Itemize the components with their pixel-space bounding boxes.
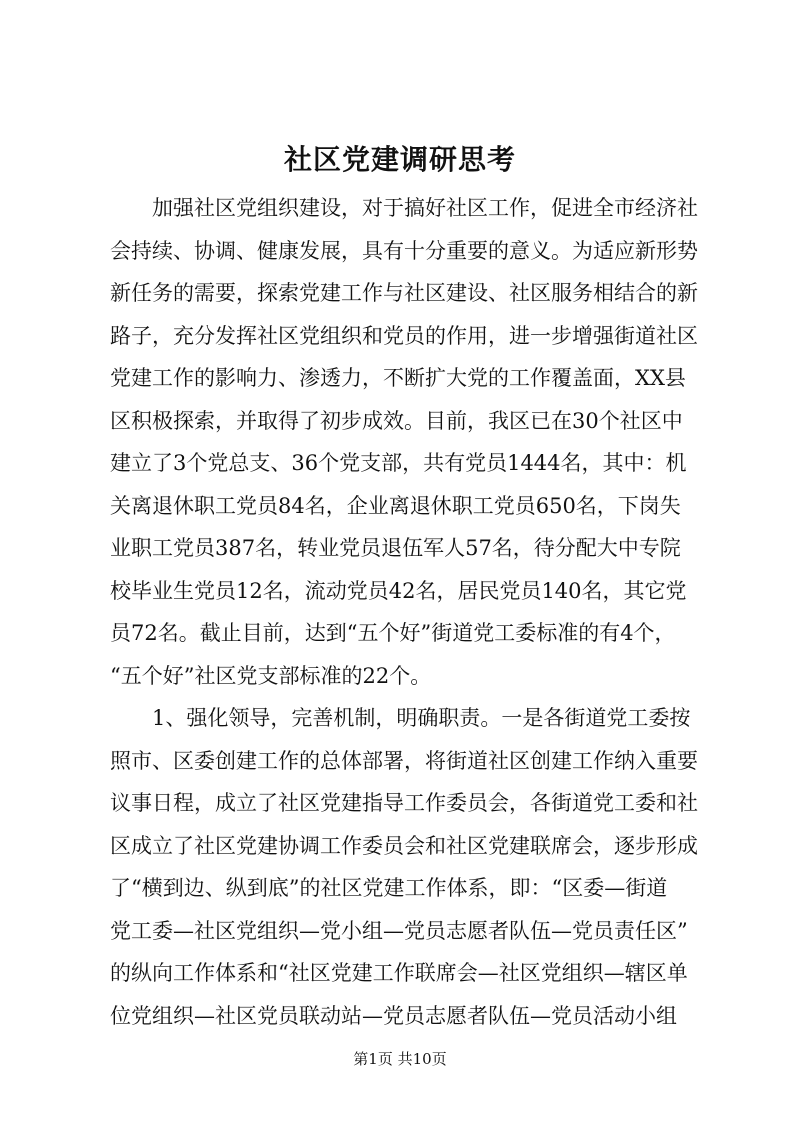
body-line: “五个好”社区党支部标准的22个。 [110, 663, 432, 688]
body-line: 照市、区委创建工作的总体部署，将街道社区创建工作纳入重要 [110, 748, 698, 773]
body-line: 党工委—社区党组织—党小组—党员志愿者队伍—党员责任区” [110, 918, 688, 943]
body-line: 业职工党员387名，转业党员退伍军人57名，待分配大中专院 [110, 536, 681, 560]
body-line: 员72名。截止目前，达到“五个好”街道党工委标准的有4个， [110, 621, 676, 645]
page-footer: 第1页 共10页 [353, 1050, 447, 1068]
body-line: 1、强化领导，完善机制，明确职责。一是各街道党工委按 [110, 706, 691, 730]
body-line: 路子，充分发挥社区党组织和党员的作用，进一步增强街道社区 [110, 323, 698, 348]
body-line: 议事日程，成立了社区党建指导工作委员会，各街道党工委和社 [110, 791, 698, 815]
body-line: 区积极探索，并取得了初步成效。目前，我区已在30个社区中 [110, 408, 683, 433]
body-line: 关离退休职工党员84名，企业离退休职工党员650名，下岗失 [110, 493, 681, 518]
body-line: 了“横到边、纵到底”的社区党建工作体系，即：“区委—街道 [110, 876, 668, 900]
body-line: 校毕业生党员12名，流动党员42名，居民党员140名，其它党 [110, 578, 687, 603]
body-line: 加强社区党组织建设，对于搞好社区工作，促进全市经济社 [110, 196, 698, 220]
body-line: 党建工作的影响力、渗透力，不断扩大党的工作覆盖面，XX县 [110, 366, 686, 390]
body-line: 会持续、协调、健康发展，具有十分重要的意义。为适应新形势 [110, 238, 698, 263]
body-line: 新任务的需要，探索党建工作与社区建设、社区服务相结合的新 [110, 281, 698, 305]
body-line: 位党组织—社区党员联动站—党员志愿者队伍—党员活动小组 [110, 1003, 677, 1028]
body-line: 区成立了社区党建协调工作委员会和社区党建联席会，逐步形成 [110, 833, 698, 858]
body-line: 的纵向工作体系和“社区党建工作联席会—社区党组织—辖区单 [110, 961, 688, 985]
document-title: 社区党建调研思考 [283, 143, 516, 176]
body-line: 建立了3个党总支、36个党支部，共有党员1444名，其中：机 [110, 451, 687, 475]
